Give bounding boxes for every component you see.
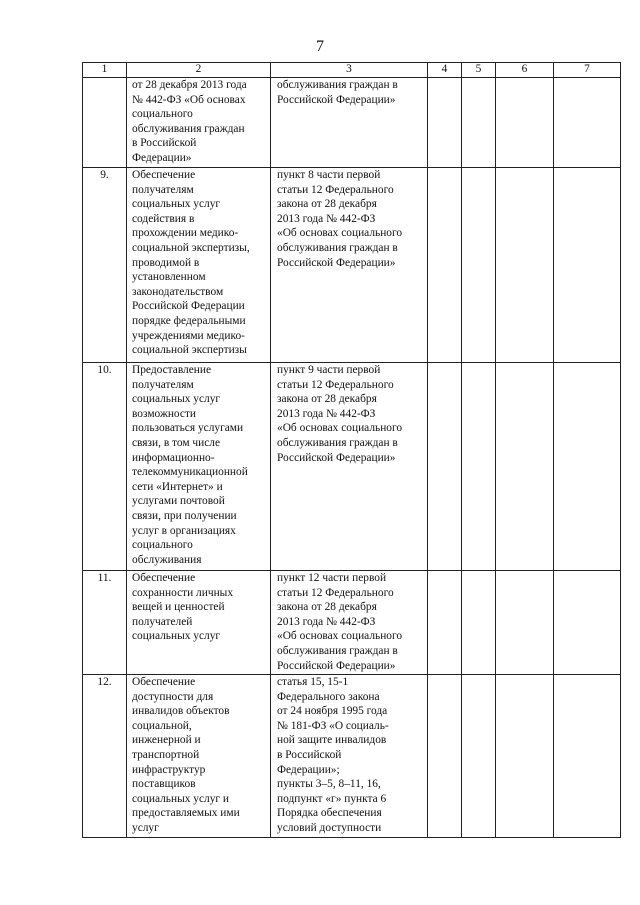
table-cell (554, 168, 621, 363)
table-cell (554, 78, 621, 168)
row-number: 10. (83, 363, 127, 571)
legal-basis: пункт 8 части первой статьи 12 Федерального закона от 28 декабря 2013 года № 442-ФЗ «Об основах социального обслуживания граждан в Российской Федерации» (271, 168, 428, 363)
services-table (82, 62, 621, 838)
table-row (83, 168, 621, 363)
legal-basis: пункт 9 части первой статьи 12 Федерального закона от 28 декабря 2013 года № 442-ФЗ «Об основах социального обслуживания граждан в Российской Федерации» (271, 363, 428, 571)
service-name: Обеспечение сохранности личных вещей и ценностей получателей социальных услуг (127, 571, 271, 675)
page-number: 7 (316, 38, 324, 55)
table-cell (554, 363, 621, 571)
legal-basis: статья 15, 15-1 Федерального закона от 24 ноября 1995 года № 181-ФЗ «О социаль- ной защите инвалидов в Российской Федерации»; пункты 3–5, 8–11, 16, подпункт «г» пункта 6 Порядка обеспечения условий доступности (271, 675, 428, 838)
table-cell (496, 78, 554, 168)
service-name: Обеспечение доступности для инвалидов объектов социальной, инженерной и транспортной инфраструктур поставщиков социальных услуг и предоставляемых ими услуг (127, 675, 271, 838)
service-name: Предоставление получателям социальных услуг возможности пользоваться услугами связи, в том числе информационно- телекоммуникационной сети «Интернет» и услугами почтовой связи, при получении услуг в организациях социального обслуживания (127, 363, 271, 571)
table-row (83, 675, 621, 838)
row-number (83, 78, 127, 168)
legal-basis: обслуживания граждан в Российской Федерации» (271, 78, 428, 168)
table-cell (496, 363, 554, 571)
table-cell (462, 363, 496, 571)
row-number: 9. (83, 168, 127, 363)
table-cell (554, 675, 621, 838)
service-name: Обеспечение получателям социальных услуг содействия в прохождении медико- социальной экспертизы, проводимой в установленном законодательством Российской Федерации порядке федеральными учреждениями медико- социальной экспертизы (127, 168, 271, 363)
table-cell (496, 571, 554, 675)
table-cell (462, 168, 496, 363)
table-cell (428, 363, 462, 571)
row-number: 11. (83, 571, 127, 675)
table-cell (428, 571, 462, 675)
column-header: 4 (428, 63, 462, 78)
table-cell (462, 675, 496, 838)
table-cell (428, 168, 462, 363)
column-header: 7 (554, 63, 621, 78)
table-row (83, 571, 621, 675)
service-name: от 28 декабря 2013 года № 442-ФЗ «Об основах социального обслуживания граждан в Российской Федерации» (127, 78, 271, 168)
column-header: 5 (462, 63, 496, 78)
table-row (83, 78, 621, 168)
row-number: 12. (83, 675, 127, 838)
table-cell (496, 675, 554, 838)
table-cell (554, 571, 621, 675)
column-header: 2 (127, 63, 271, 78)
table-cell (428, 675, 462, 838)
column-header: 1 (83, 63, 127, 78)
table-cell (462, 78, 496, 168)
header-row (83, 63, 621, 78)
column-header: 6 (496, 63, 554, 78)
table-cell (428, 78, 462, 168)
legal-basis: пункт 12 части первой статьи 12 Федерального закона от 28 декабря 2013 года № 442-ФЗ «Об основах социального обслуживания граждан в Российской Федерации» (271, 571, 428, 675)
table-cell (496, 168, 554, 363)
table-cell (462, 571, 496, 675)
column-header: 3 (271, 63, 428, 78)
table-row (83, 363, 621, 571)
